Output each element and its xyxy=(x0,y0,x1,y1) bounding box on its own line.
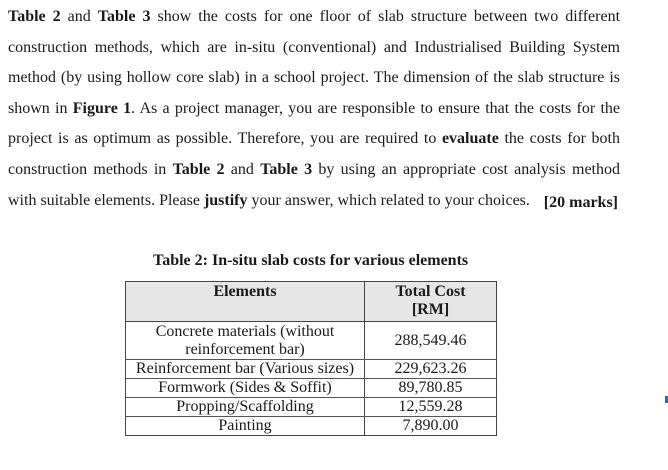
element-cell: Propping/Scaffolding xyxy=(126,398,365,417)
element-cell xyxy=(126,322,365,360)
table-row xyxy=(126,379,497,398)
table-row xyxy=(126,398,497,417)
element-cell: Painting xyxy=(126,417,365,436)
table-header-row xyxy=(126,282,497,322)
question-text-part: the costs for both construction methods in xyxy=(8,130,620,178)
question-text-part: and xyxy=(60,8,98,25)
cost-table xyxy=(125,281,497,436)
table-row xyxy=(126,322,497,360)
element-line2: reinforcement bar) xyxy=(185,341,305,358)
keyword-justify: justify xyxy=(203,191,248,209)
header-total-cost-line2: [RM] xyxy=(411,301,450,318)
question-text-part: your answer, which related to your choices. xyxy=(247,191,530,209)
table-caption: Table 2: In-situ slab costs for various elements xyxy=(153,252,469,269)
ref-table-3: Table 3 xyxy=(97,8,151,25)
question-text-part: by using an appropriate cost analysis method with suitable elements. Please xyxy=(8,160,621,209)
header-total-cost xyxy=(365,282,497,322)
table-row xyxy=(126,360,497,379)
element-line1: Concrete materials (without xyxy=(155,323,335,340)
header-elements: Elements xyxy=(126,282,365,322)
ref-table-2: Table 2 xyxy=(172,160,225,178)
question-text-part: show the costs for one floor of slab structure between two different construction methods, which are in-situ (conventional) and Industrialised Building System method (by using hollow core slab) in a school project. The dimension of the slab structure is shown in xyxy=(8,8,621,117)
cost-cell: 12,559.28 xyxy=(365,398,497,417)
cost-cell: 229,623.26 xyxy=(365,360,497,379)
element-cell: Formwork (Sides & Soffit) xyxy=(126,379,365,398)
ref-table-3: Table 3 xyxy=(260,160,313,178)
cost-cell: 288,549.46 xyxy=(365,322,497,360)
ref-figure-1: Figure 1 xyxy=(72,99,132,117)
question-text-part: . As a project manager, you are responsible to ensure that the costs for the project is as optimum as possible. Therefore, you are required to xyxy=(8,99,620,148)
cost-cell: 89,780.85 xyxy=(365,379,497,398)
table-row xyxy=(126,417,497,436)
header-total-cost-line1: Total Cost xyxy=(395,283,466,300)
marks-label: [20 marks] xyxy=(543,194,618,211)
ref-table-2: Table 2 xyxy=(8,8,61,25)
cost-cell: 7,890.00 xyxy=(365,417,497,436)
element-cell: Reinforcement bar (Various sizes) xyxy=(126,360,365,379)
keyword-evaluate: evaluate xyxy=(441,130,499,148)
question-text xyxy=(8,2,620,216)
question-text-part: and xyxy=(224,160,261,178)
